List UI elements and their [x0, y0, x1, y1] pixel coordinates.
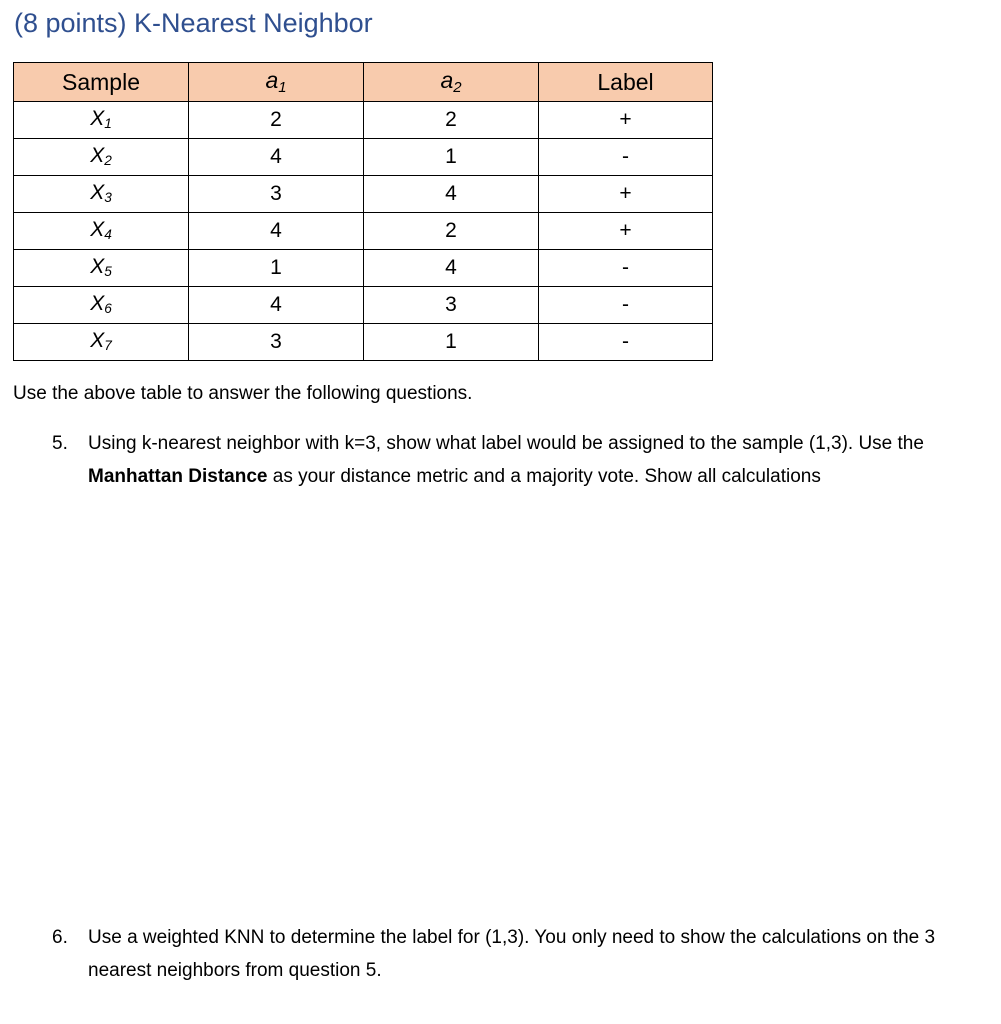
table-row [14, 176, 713, 213]
question-text: Using k-nearest neighbor with k=3, show what label would be assigned to the sample (1,3). Use the Manhattan Distance as your distance metric and a majority vote. Show all calculations [88, 433, 924, 487]
question-6 [52, 921, 992, 987]
question-5 [52, 427, 992, 493]
header-sample: Sample [14, 63, 189, 102]
cell-label: - [539, 287, 713, 324]
cell-sample: $X_4$ [14, 213, 189, 250]
cell-label: + [539, 102, 713, 139]
table-row [14, 324, 713, 361]
cell-label: + [539, 213, 713, 250]
table-body [14, 102, 713, 361]
cell-a1: 2 [189, 102, 364, 139]
section-title: (8 points) K-Nearest Neighbor [14, 8, 373, 38]
cell-sample: $X_5$ [14, 250, 189, 287]
cell-label: + [539, 176, 713, 213]
header-a2: $a_2$ [364, 63, 539, 102]
table-row [14, 250, 713, 287]
cell-a2: 2 [364, 213, 539, 250]
cell-a2: 2 [364, 102, 539, 139]
cell-a2: 4 [364, 176, 539, 213]
cell-a2: 1 [364, 324, 539, 361]
bold-term: Manhattan Distance [88, 466, 268, 487]
table-row [14, 102, 713, 139]
cell-sample: $X_2$ [14, 139, 189, 176]
cell-sample: $X_3$ [14, 176, 189, 213]
question-number: 6. [52, 927, 68, 948]
cell-sample: $X_1$ [14, 102, 189, 139]
cell-label: - [539, 250, 713, 287]
header-label: Label [539, 63, 713, 102]
table-row [14, 139, 713, 176]
cell-a1: 3 [189, 176, 364, 213]
cell-a1: 4 [189, 287, 364, 324]
cell-a2: 3 [364, 287, 539, 324]
cell-label: - [539, 139, 713, 176]
cell-a1: 4 [189, 213, 364, 250]
cell-a1: 4 [189, 139, 364, 176]
cell-a2: 4 [364, 250, 539, 287]
cell-sample: $X_6$ [14, 287, 189, 324]
question-text: Use a weighted KNN to determine the label for (1,3). You only need to show the calculations on the 3 nearest neighbors from question 5. [88, 927, 936, 981]
cell-a1: 1 [189, 250, 364, 287]
table-row [14, 213, 713, 250]
intro-text: Use the above table to answer the following questions. [13, 383, 473, 404]
cell-a1: 3 [189, 324, 364, 361]
cell-label: - [539, 324, 713, 361]
cell-sample: $X_7$ [14, 324, 189, 361]
header-a1: $a_1$ [189, 63, 364, 102]
table-header-row [14, 63, 713, 102]
question-number: 5. [52, 433, 68, 454]
table-row [14, 287, 713, 324]
cell-a2: 1 [364, 139, 539, 176]
sample-table [13, 62, 713, 361]
